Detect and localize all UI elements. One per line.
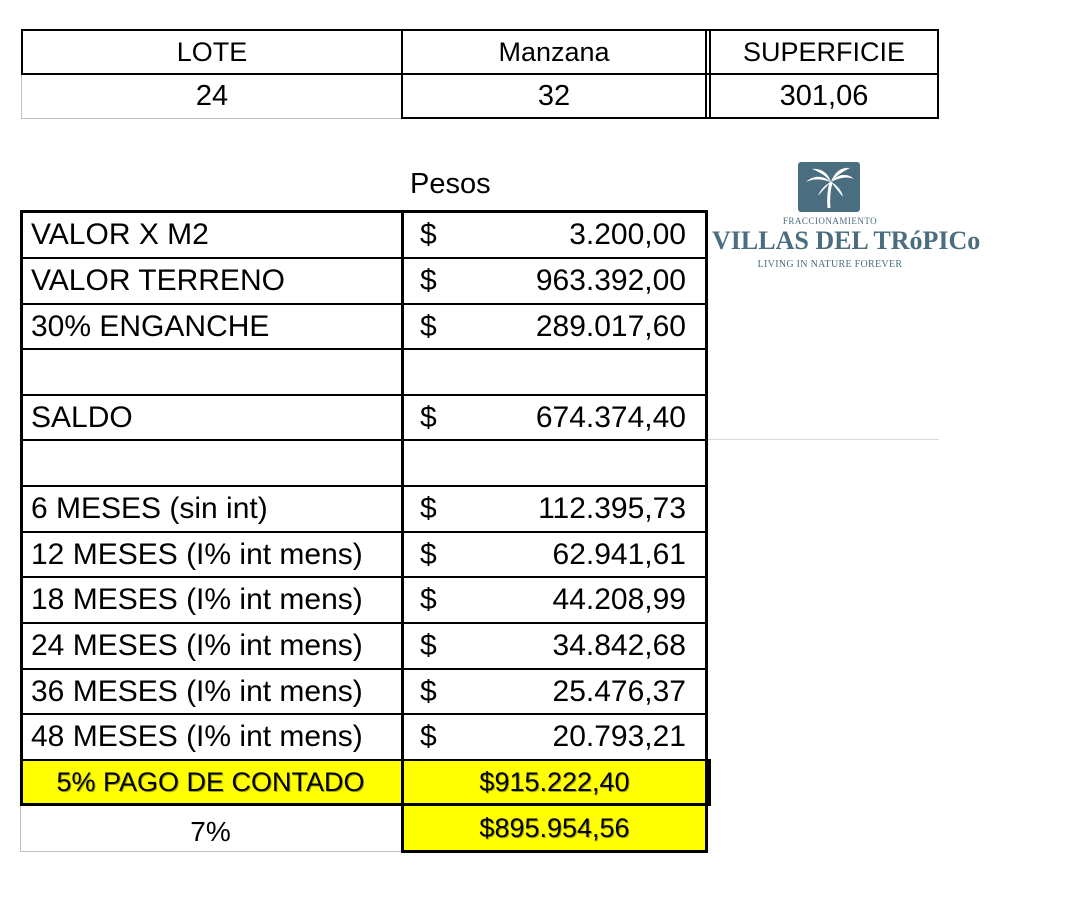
lot-table-bottom-border-right [402,117,939,119]
row-amount [460,441,686,485]
logo-subtitle: FRACCIONAMIENTO [782,216,878,226]
row-currency: $ [420,492,437,525]
row-currency [420,350,460,394]
logo-tagline: LIVING IN NATURE FOREVER [757,259,903,270]
row-amount: 289.017,60 [535,309,686,343]
row-currency: $ [420,218,437,251]
row-amount: 112.395,73 [538,492,686,525]
row-label: VALOR TERRENO [31,264,285,297]
sheet-gridline [706,439,939,440]
row-amount: 963.392,00 [535,264,686,297]
row-currency: $ [420,400,437,434]
row-currency: $ [420,309,437,343]
seven-percent-amount: $895.954,56 [479,812,630,843]
lot-table-bottom-border-left [21,118,402,119]
row-label: VALOR X M2 [31,218,209,251]
company-logo [712,162,981,274]
row-currency: $ [420,629,437,662]
row-label: 18 MESES (I% int mens) [31,583,363,616]
row-label [23,441,401,485]
row-label: 24 MESES (I% int mens) [31,629,363,662]
seven-percent-label: 7% [190,816,231,847]
row-currency: $ [420,674,437,708]
row-label: 12 MESES (I% int mens) [31,537,363,571]
value-manzana: 32 [537,79,571,112]
row-label: 36 MESES (I% int mens) [31,674,363,708]
row-label: 48 MESES (I% int mens) [31,720,363,753]
row-amount [460,350,686,394]
header-superficie: SUPERFICIE [742,36,906,67]
row-label: 6 MESES (sin int) [31,492,268,525]
row-currency [420,441,460,485]
currency-header: Pesos [410,168,491,200]
row-label: SALDO [31,400,133,434]
header-manzana: Manzana [498,36,610,67]
seven-percent-bottom-border [401,850,708,853]
row-amount: 20.793,21 [552,720,686,753]
row-currency: $ [420,583,437,616]
cash-payment-right-border [705,759,711,806]
row-label [23,350,401,394]
cash-payment-label: 5% PAGO DE CONTADO [56,767,365,797]
lot-table-divider-2a [705,29,707,119]
row-amount: 62.941,61 [552,537,686,571]
cash-payment-amount: $915.222,40 [479,767,630,797]
row-currency: $ [420,264,437,297]
row-amount: 25.476,37 [552,674,686,708]
lot-table-right-border [937,29,939,119]
header-lote: LOTE [176,36,248,67]
logo-title: VILLAS DEL TRóPICo [712,226,981,255]
lot-table [21,29,939,120]
value-superficie: 301,06 [779,79,869,112]
lot-table-left-border-lower [21,75,22,119]
row-amount: 34.842,68 [552,629,686,662]
row-amount: 44.208,99 [552,583,686,616]
palm-tree-icon [798,162,860,212]
row-currency: $ [420,537,437,571]
value-lote: 24 [195,79,229,112]
pricing-table [20,210,710,860]
row-label: 30% ENGANCHE [31,309,270,343]
row-amount: 674.374,40 [535,400,686,434]
row-currency: $ [420,720,437,753]
row-amount: 3.200,00 [569,218,686,251]
